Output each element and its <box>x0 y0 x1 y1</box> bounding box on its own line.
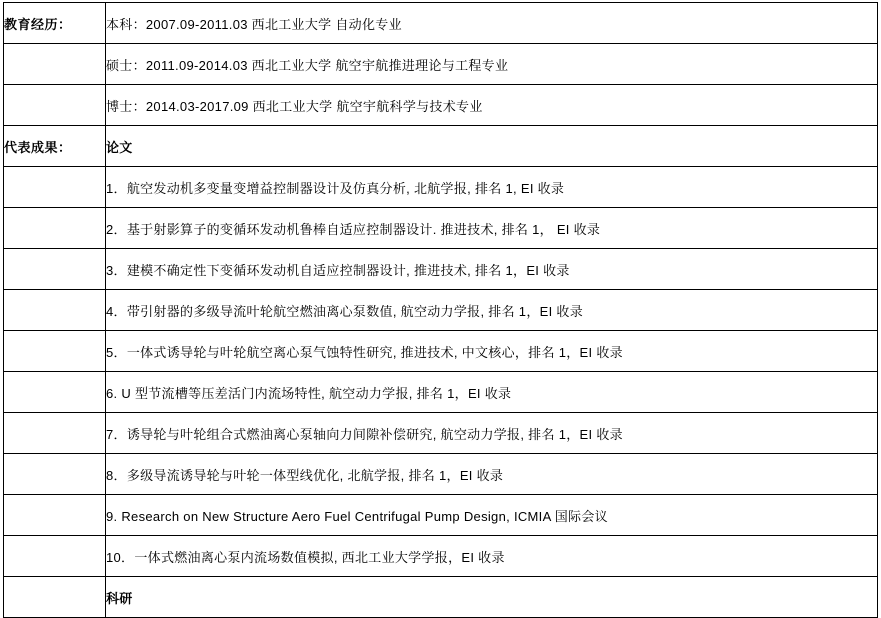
table-row <box>4 413 878 454</box>
row-label <box>4 454 106 495</box>
table-row <box>4 126 878 167</box>
row-content: 4．带引射器的多级导流叶轮航空燃油离心泵数值, 航空动力学报, 排名 1，EI 收录 <box>106 290 878 331</box>
resume-table <box>3 2 878 618</box>
row-label <box>4 249 106 290</box>
row-content: 本科：2007.09-2011.03 西北工业大学 自动化专业 <box>106 3 878 44</box>
row-content: 科研 <box>106 577 878 618</box>
table-row <box>4 536 878 577</box>
table-row <box>4 85 878 126</box>
row-label <box>4 290 106 331</box>
row-content: 3．建模不确定性下变循环发动机自适应控制器设计, 推进技术, 排名 1，EI 收录 <box>106 249 878 290</box>
row-label: 教育经历： <box>4 3 106 44</box>
row-label <box>4 372 106 413</box>
row-label: 代表成果： <box>4 126 106 167</box>
table-row <box>4 44 878 85</box>
table-row <box>4 372 878 413</box>
row-label <box>4 331 106 372</box>
row-content: 7．诱导轮与叶轮组合式燃油离心泵轴向力间隙补偿研究, 航空动力学报, 排名 1，EI 收录 <box>106 413 878 454</box>
row-content: 8．多级导流诱导轮与叶轮一体型线优化, 北航学报, 排名 1，EI 收录 <box>106 454 878 495</box>
table-row <box>4 577 878 618</box>
row-content: 5．一体式诱导轮与叶轮航空离心泵气蚀特性研究, 推进技术, 中文核心，排名 1，EI 收录 <box>106 331 878 372</box>
row-label <box>4 536 106 577</box>
row-content: 硕士：2011.09-2014.03 西北工业大学 航空宇航推进理论与工程专业 <box>106 44 878 85</box>
table-body <box>4 3 878 618</box>
row-label <box>4 577 106 618</box>
table-row <box>4 454 878 495</box>
table-row <box>4 331 878 372</box>
row-content: 2．基于射影算子的变循环发动机鲁棒自适应控制器设计. 推进技术, 排名 1， EI 收录 <box>106 208 878 249</box>
row-label <box>4 495 106 536</box>
row-content: 博士：2014.03-2017.09 西北工业大学 航空宇航科学与技术专业 <box>106 85 878 126</box>
row-content: 论文 <box>106 126 878 167</box>
table-row <box>4 3 878 44</box>
row-label <box>4 167 106 208</box>
table-row <box>4 249 878 290</box>
row-label <box>4 85 106 126</box>
row-label <box>4 208 106 249</box>
row-content: 1．航空发动机多变量变增益控制器设计及仿真分析, 北航学报, 排名 1, EI 收录 <box>106 167 878 208</box>
table-row <box>4 167 878 208</box>
table-row <box>4 290 878 331</box>
row-content: 10．一体式燃油离心泵内流场数值模拟, 西北工业大学学报，EI 收录 <box>106 536 878 577</box>
table-row <box>4 208 878 249</box>
row-content: 9. Research on New Structure Aero Fuel Centrifugal Pump Design, ICMIA 国际会议 <box>106 495 878 536</box>
row-label <box>4 413 106 454</box>
row-content: 6. U 型节流槽等压差活门内流场特性, 航空动力学报, 排名 1，EI 收录 <box>106 372 878 413</box>
table-row <box>4 495 878 536</box>
row-label <box>4 44 106 85</box>
